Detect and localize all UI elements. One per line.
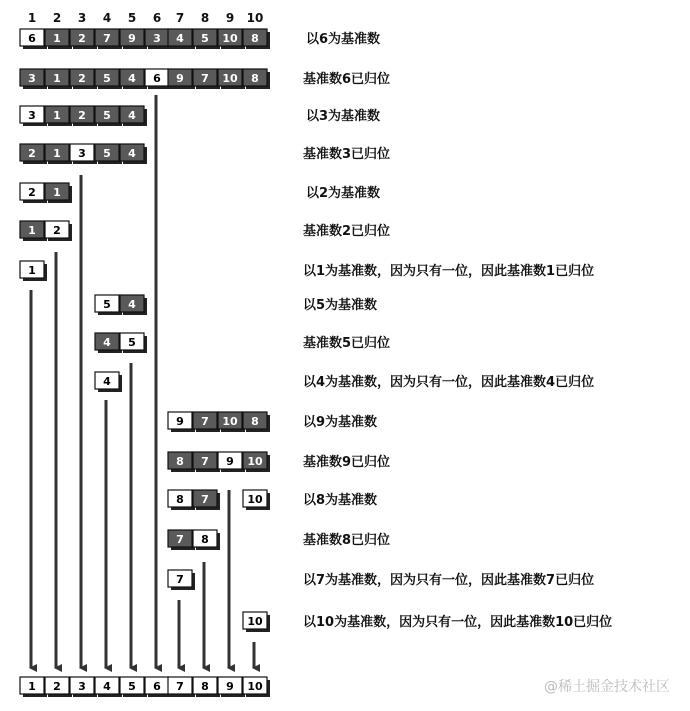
step-label: 基准数9已归位 — [303, 455, 391, 470]
step-cell — [95, 333, 122, 353]
column-index: 4 — [102, 11, 112, 25]
step-cell — [20, 106, 47, 126]
cell-value: 7 — [201, 415, 209, 428]
step-cell — [168, 530, 195, 550]
step-cell — [168, 29, 195, 49]
step-cell — [218, 452, 245, 472]
cell-value: 5 — [103, 72, 111, 85]
cell-value: 4 — [103, 375, 111, 388]
cell-value: 1 — [53, 109, 61, 122]
step-cell — [168, 412, 195, 432]
cell-value: 10 — [247, 615, 263, 628]
cell-value: 1 — [53, 147, 61, 160]
step-label: 以9为基准数 — [303, 415, 378, 430]
cell-value: 6 — [28, 32, 36, 45]
cell-value: 6 — [153, 680, 161, 693]
step-cell — [20, 144, 47, 164]
step-label: 基准数3已归位 — [303, 147, 391, 162]
cell-value: 9 — [176, 415, 184, 428]
cell-value: 3 — [78, 680, 86, 693]
step-cell — [193, 452, 220, 472]
step-cell — [193, 29, 220, 49]
cell-value: 8 — [176, 493, 184, 506]
cell-value: 5 — [103, 109, 111, 122]
cell-value: 4 — [128, 109, 136, 122]
step-cell — [168, 490, 195, 510]
step-cell — [95, 69, 122, 89]
cell-value: 7 — [201, 493, 209, 506]
step-cell — [45, 144, 72, 164]
step-label: 基准数6已归位 — [303, 72, 391, 87]
cell-value: 2 — [78, 32, 86, 45]
step-cell — [168, 570, 195, 590]
cell-value: 3 — [78, 147, 86, 160]
final-cell — [218, 677, 245, 697]
cell-value: 3 — [28, 109, 36, 122]
cell-value: 5 — [128, 680, 136, 693]
cell-value: 1 — [28, 224, 36, 237]
cell-value: 3 — [28, 72, 36, 85]
step-label: 基准数2已归位 — [303, 224, 391, 239]
cell-value: 1 — [28, 264, 36, 277]
step-cell — [70, 29, 97, 49]
cell-value: 7 — [201, 72, 209, 85]
column-index: 6 — [152, 11, 162, 25]
step-label: 基准数5已归位 — [303, 336, 391, 351]
cell-value: 10 — [222, 32, 238, 45]
cell-value: 2 — [78, 72, 86, 85]
cell-value: 10 — [222, 72, 238, 85]
cell-value: 4 — [128, 298, 136, 311]
cell-value: 10 — [222, 415, 238, 428]
column-index: 8 — [200, 11, 210, 25]
step-label: 以7为基准数，因为只有一位，因此基准数7已归位 — [303, 573, 595, 588]
cell-value: 1 — [53, 186, 61, 199]
step-cell — [20, 261, 47, 281]
step-cell — [45, 106, 72, 126]
step-cell — [70, 144, 97, 164]
cell-value: 7 — [176, 533, 184, 546]
cell-value: 9 — [128, 32, 136, 45]
step-cell — [95, 29, 122, 49]
cell-value: 5 — [103, 298, 111, 311]
step-cell — [95, 106, 122, 126]
step-cell — [193, 69, 220, 89]
step-cell — [168, 452, 195, 472]
cell-value: 6 — [153, 72, 161, 85]
step-cell — [20, 183, 47, 203]
cell-value: 9 — [226, 455, 234, 468]
step-cell — [95, 295, 122, 315]
cell-value: 10 — [247, 455, 263, 468]
cell-value: 7 — [176, 680, 184, 693]
final-cell — [193, 677, 220, 697]
step-cell — [45, 69, 72, 89]
final-cell — [95, 677, 122, 697]
cell-value: 1 — [53, 72, 61, 85]
step-label: 以5为基准数 — [303, 298, 378, 313]
cell-value: 8 — [176, 455, 184, 468]
step-cell — [218, 29, 245, 49]
cell-value: 4 — [103, 336, 111, 349]
step-cell — [120, 295, 147, 315]
final-cell — [120, 677, 147, 697]
cell-value: 4 — [103, 680, 111, 693]
step-cell — [193, 412, 220, 432]
watermark: @稀土掘金技术社区 — [544, 679, 670, 695]
step-cell — [45, 29, 72, 49]
step-label: 以2为基准数 — [306, 186, 381, 201]
step-label: 以10为基准数，因为只有一位，因此基准数10已归位 — [303, 615, 613, 630]
step-cell — [95, 144, 122, 164]
step-cell — [120, 106, 147, 126]
cell-value: 8 — [201, 533, 209, 546]
column-index-layer — [28, 11, 264, 25]
cell-value: 1 — [53, 32, 61, 45]
cell-value: 8 — [251, 415, 259, 428]
step-cell — [20, 221, 47, 241]
step-label: 以6为基准数 — [306, 32, 381, 47]
column-index: 5 — [127, 11, 137, 25]
final-cell — [20, 677, 47, 697]
step-cell — [120, 333, 147, 353]
cell-value: 5 — [103, 147, 111, 160]
column-index: 3 — [77, 11, 87, 25]
cell-value: 8 — [201, 680, 209, 693]
step-cell — [120, 144, 147, 164]
column-index: 7 — [175, 11, 185, 25]
step-cell — [168, 69, 195, 89]
step-label: 以1为基准数，因为只有一位，因此基准数1已归位 — [303, 264, 595, 279]
step-cell — [193, 530, 220, 550]
cell-value: 7 — [201, 455, 209, 468]
cell-value: 7 — [103, 32, 111, 45]
step-label: 基准数8已归位 — [303, 533, 391, 548]
step-label: 以8为基准数 — [303, 493, 378, 508]
cell-value: 7 — [176, 573, 184, 586]
cell-value: 2 — [28, 147, 36, 160]
step-cell — [120, 69, 147, 89]
column-index: 2 — [52, 11, 62, 25]
final-cell — [70, 677, 97, 697]
cell-value: 10 — [247, 493, 263, 506]
cell-value: 4 — [128, 147, 136, 160]
final-cell — [45, 677, 72, 697]
step-label: 以3为基准数 — [306, 109, 381, 124]
step-cell — [45, 183, 72, 203]
cell-value: 4 — [128, 72, 136, 85]
step-cell — [70, 106, 97, 126]
cell-value: 9 — [176, 72, 184, 85]
step-cell — [70, 69, 97, 89]
cell-value: 4 — [176, 32, 184, 45]
cell-value: 8 — [251, 72, 259, 85]
step-label: 以4为基准数，因为只有一位，因此基准数4已归位 — [303, 375, 595, 390]
cell-value: 1 — [28, 680, 36, 693]
step-cell — [243, 612, 270, 632]
step-cell — [45, 221, 72, 241]
cell-value: 2 — [78, 109, 86, 122]
cell-value: 5 — [128, 336, 136, 349]
step-cell — [243, 452, 270, 472]
cell-value: 5 — [201, 32, 209, 45]
cell-value: 2 — [53, 224, 61, 237]
final-cell — [243, 677, 270, 697]
step-cell — [243, 29, 270, 49]
cell-value: 10 — [247, 680, 263, 693]
step-cell — [193, 490, 220, 510]
final-cell — [168, 677, 195, 697]
step-cell — [243, 412, 270, 432]
cell-value: 2 — [28, 186, 36, 199]
step-cell — [120, 29, 147, 49]
column-index: 1 — [27, 11, 37, 25]
cell-value: 3 — [153, 32, 161, 45]
step-cell — [218, 412, 245, 432]
column-index: 10 — [246, 11, 264, 25]
cell-value: 9 — [226, 680, 234, 693]
step-cell — [218, 69, 245, 89]
cell-value: 8 — [251, 32, 259, 45]
step-cell — [95, 372, 122, 392]
cell-value: 2 — [53, 680, 61, 693]
column-index: 9 — [225, 11, 235, 25]
step-cell — [20, 69, 47, 89]
step-cell — [243, 69, 270, 89]
arrow-layer — [31, 95, 254, 668]
step-cell — [243, 490, 270, 510]
step-cell — [20, 29, 47, 49]
